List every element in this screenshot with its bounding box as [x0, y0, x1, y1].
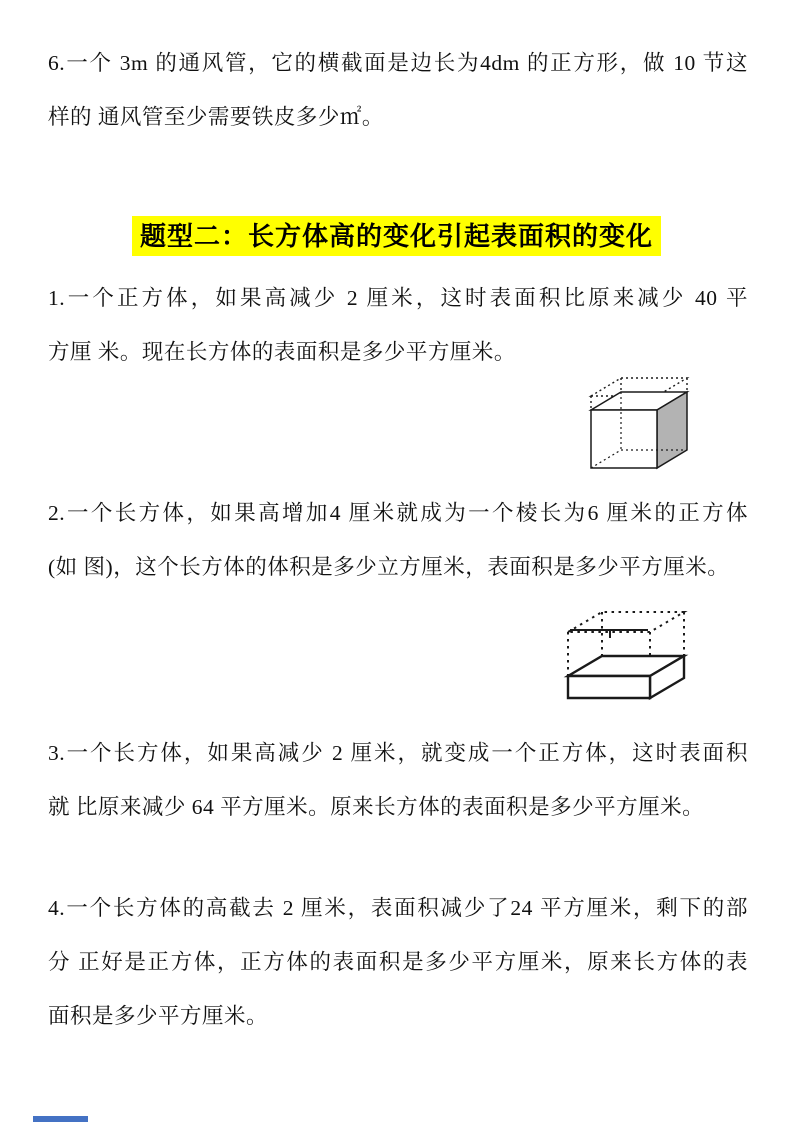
- problem-4-text: [48, 881, 748, 1043]
- text-line: 面积是多少平方厘米。: [48, 1004, 269, 1028]
- text-line: 6.一个 3m 的通风管，它的横截面是边长为4dm 的正方形，做 10 节这: [48, 51, 748, 75]
- cut-off-blue-element: [33, 1116, 88, 1122]
- text-line: 3.一个长方体，如果高减少 2 厘米，就变成一个正方体，这时表面积: [48, 741, 748, 765]
- text-line: 样的 通风管至少需要铁皮多少㎡。: [48, 105, 384, 129]
- flat-box-with-dashed-cube-figure: [558, 596, 718, 704]
- problem-6-text: [48, 36, 748, 144]
- problem-2-text: [48, 486, 748, 594]
- cube-figure: [583, 370, 705, 477]
- text-line: (如 图)，这个长方体的体积是多少立方厘米，表面积是多少平方厘米。: [48, 555, 730, 579]
- text-line: 分 正好是正方体，正方体的表面积是多少平方厘米，原来长方体的表: [48, 950, 748, 974]
- problem-1-text: [48, 271, 748, 379]
- section-title-highlight: 题型二：长方体高的变化引起表面积的变化: [132, 216, 661, 256]
- text-line: 方厘 米。现在长方体的表面积是多少平方厘米。: [48, 340, 516, 364]
- text-line: 1.一个正方体，如果高减少 2 厘米，这时表面积比原来减少 40 平: [48, 286, 748, 310]
- problem-3-text: [48, 726, 748, 834]
- cube-with-dashed-top-figure: [583, 370, 705, 472]
- cube-front-face: [591, 410, 657, 468]
- section-title-row: [0, 216, 793, 256]
- box-figure: [558, 596, 718, 709]
- text-line: 4.一个长方体的高截去 2 厘米，表面积减少了24 平方厘米，剩下的部: [48, 896, 748, 920]
- text-line: 2.一个长方体，如果高增加4 厘米就成为一个棱长为6 厘米的正方体: [48, 501, 748, 525]
- text-line: 就 比原来减少 64 平方厘米。原来长方体的表面积是多少平方厘米。: [48, 795, 705, 819]
- box-front-face: [568, 676, 650, 698]
